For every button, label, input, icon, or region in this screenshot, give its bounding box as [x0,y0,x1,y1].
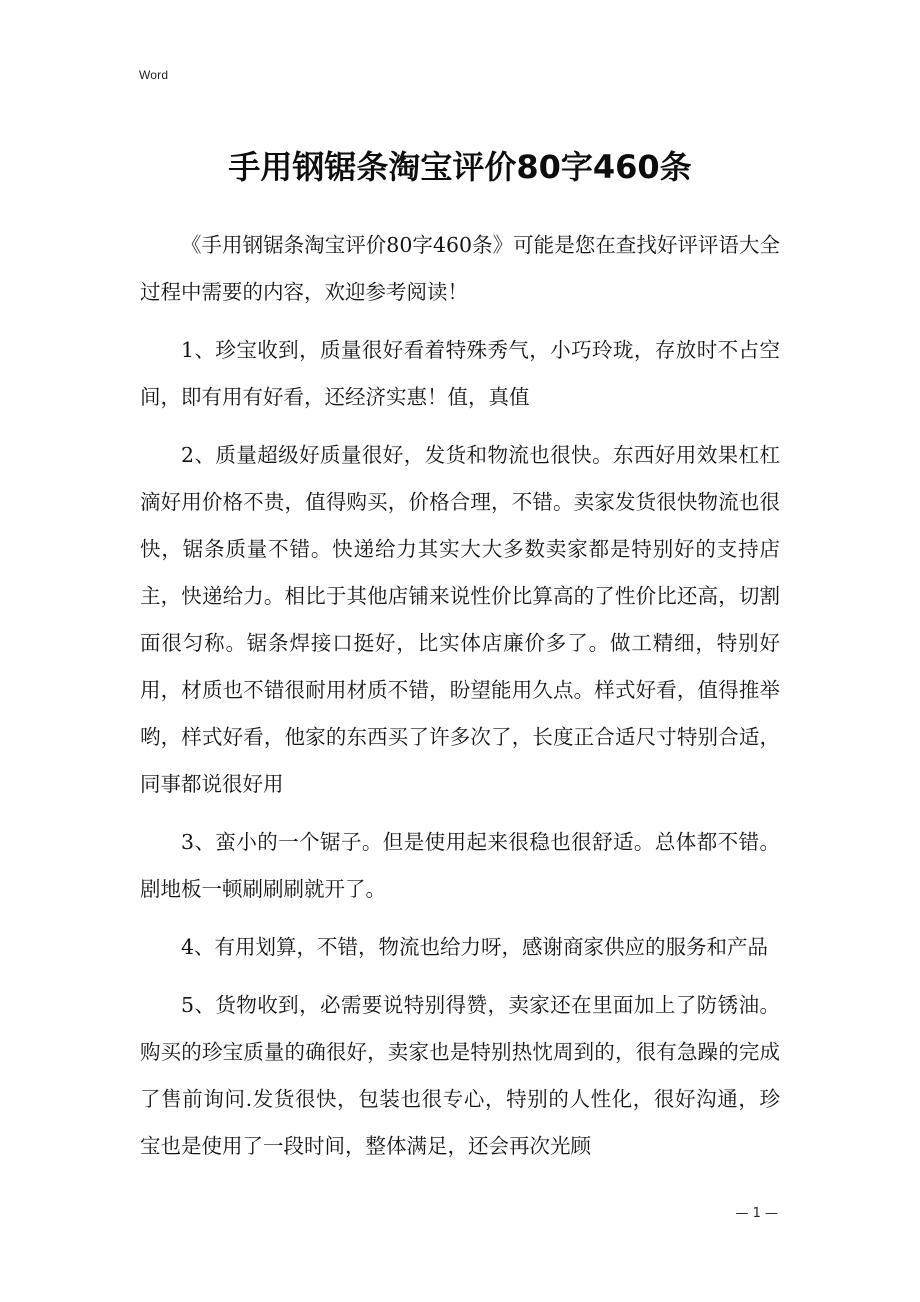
header-app-label: Word [139,68,169,82]
paragraph-item-4: 4、有用划算，不错，物流也给力呀，感谢商家供应的服务和产品 [181,935,769,959]
document-body [140,222,780,1181]
page-number: — 1 — [735,1206,778,1221]
document-title: 手用钢锯条淘宝评价80字460条 [228,148,692,186]
paragraph-item-2: 2、质量超级好质量很好，发货和物流也很快。东西好用效果杠杠滴好用价格不贵，值得购买，价格合理，不错。卖家发货很快物流也很快，锯条质量不错。快递给力其实大大多数卖家都是特别好的支持店主，快递给力。相比于其他店铺来说性价比算高的了性价比还高，切割面很匀称。锯条焊接口挺好，比实体店廉价多了。做工精细，特别好用，材质也不错很耐用材质不错，盼望能用久点。样式好看，值得推举哟，样式好看，他家的东西买了许多次了，长度正合适尺寸特别合适，同事都说很好用 [140,443,780,796]
paragraph-item-5: 5、货物收到，必需要说特别得赞，卖家还在里面加上了防锈油。购买的珍宝质量的确很好，卖家也是特别热忱周到的，很有急躁的完成了售前询问.发货很快，包装也很专心，特别的人性化，很好沟通，珍宝也是使用了一段时间，整体满足，还会再次光顾 [140,993,780,1158]
paragraph-item-1: 1、珍宝收到，质量很好看着特殊秀气，小巧玲珑，存放时不占空间，即有用有好看，还经济实惠！值，真值 [140,338,780,409]
paragraph-intro: 《手用钢锯条淘宝评价80字460条》可能是您在查找好评评语大全过程中需要的内容，欢迎参考阅读！ [140,233,780,304]
paragraph-item-3: 3、蛮小的一个锯子。但是使用起来很稳也很舒适。总体都不错。剧地板一顿刷刷刷就开了。 [140,830,780,901]
